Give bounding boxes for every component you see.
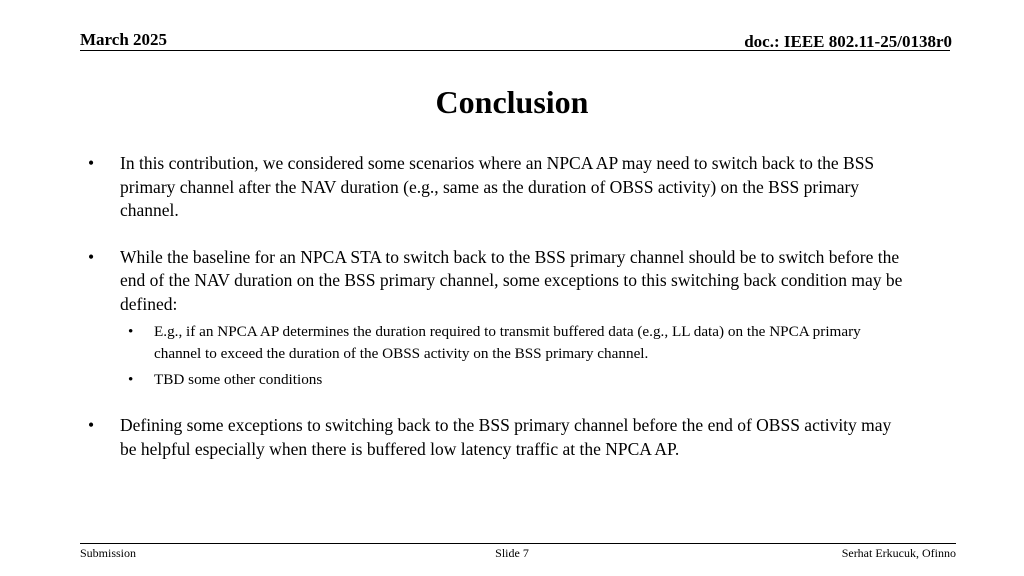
header-doc-id: doc.: IEEE 802.11-25/0138r0 — [744, 32, 952, 51]
footer-submission: Submission — [80, 546, 137, 560]
bullet-marker: • — [88, 153, 95, 173]
bullet-marker: • — [88, 246, 95, 267]
sub-bullet-marker: • — [128, 323, 134, 340]
sub-bullet-2 — [88, 369, 908, 391]
bullet-marker: • — [88, 415, 95, 435]
sub-bullet-2-text: TBD some other conditions — [154, 371, 323, 388]
sub-bullet-1-text: E.g., if an NPCA AP determines the duration required to transmit buffered data (e.g., LL data) on the NPCA primary channel to exceed the duration of the OBSS activity on the BSS primary channel. — [154, 323, 861, 362]
bullet-2-subitems — [88, 321, 908, 391]
bullet-3 — [88, 414, 908, 461]
bullet-1 — [88, 152, 908, 223]
bullet-2 — [88, 246, 908, 317]
bullet-2-text: While the baseline for an NPCA STA to switch back to the BSS primary channel should be to switch before the end of the NAV duration on the BSS primary channel, some exceptions to this switching back condition may be defined: — [120, 246, 903, 314]
footer-divider — [80, 543, 956, 544]
footer-slide-number: Slide 7 — [495, 546, 529, 560]
slide-content — [88, 152, 908, 461]
sub-bullet-marker: • — [128, 371, 134, 388]
slide-title: Conclusion — [435, 84, 589, 120]
bullet-3-text: Defining some exceptions to switching back to the BSS primary channel before the end of OBSS activity may be helpful especially when there is buffered low latency traffic at the NPCA AP. — [120, 415, 892, 459]
header-date: March 2025 — [80, 30, 168, 49]
header-divider — [80, 50, 950, 51]
sub-bullet-1 — [88, 321, 908, 365]
footer-author: Serhat Erkucuk, Ofinno — [841, 546, 956, 560]
bullet-1-text: In this contribution, we considered some scenarios where an NPCA AP may need to switch back to the BSS primary channel after the NAV duration (e.g., same as the duration of OBSS activity) on the BSS primary channel. — [120, 153, 875, 220]
